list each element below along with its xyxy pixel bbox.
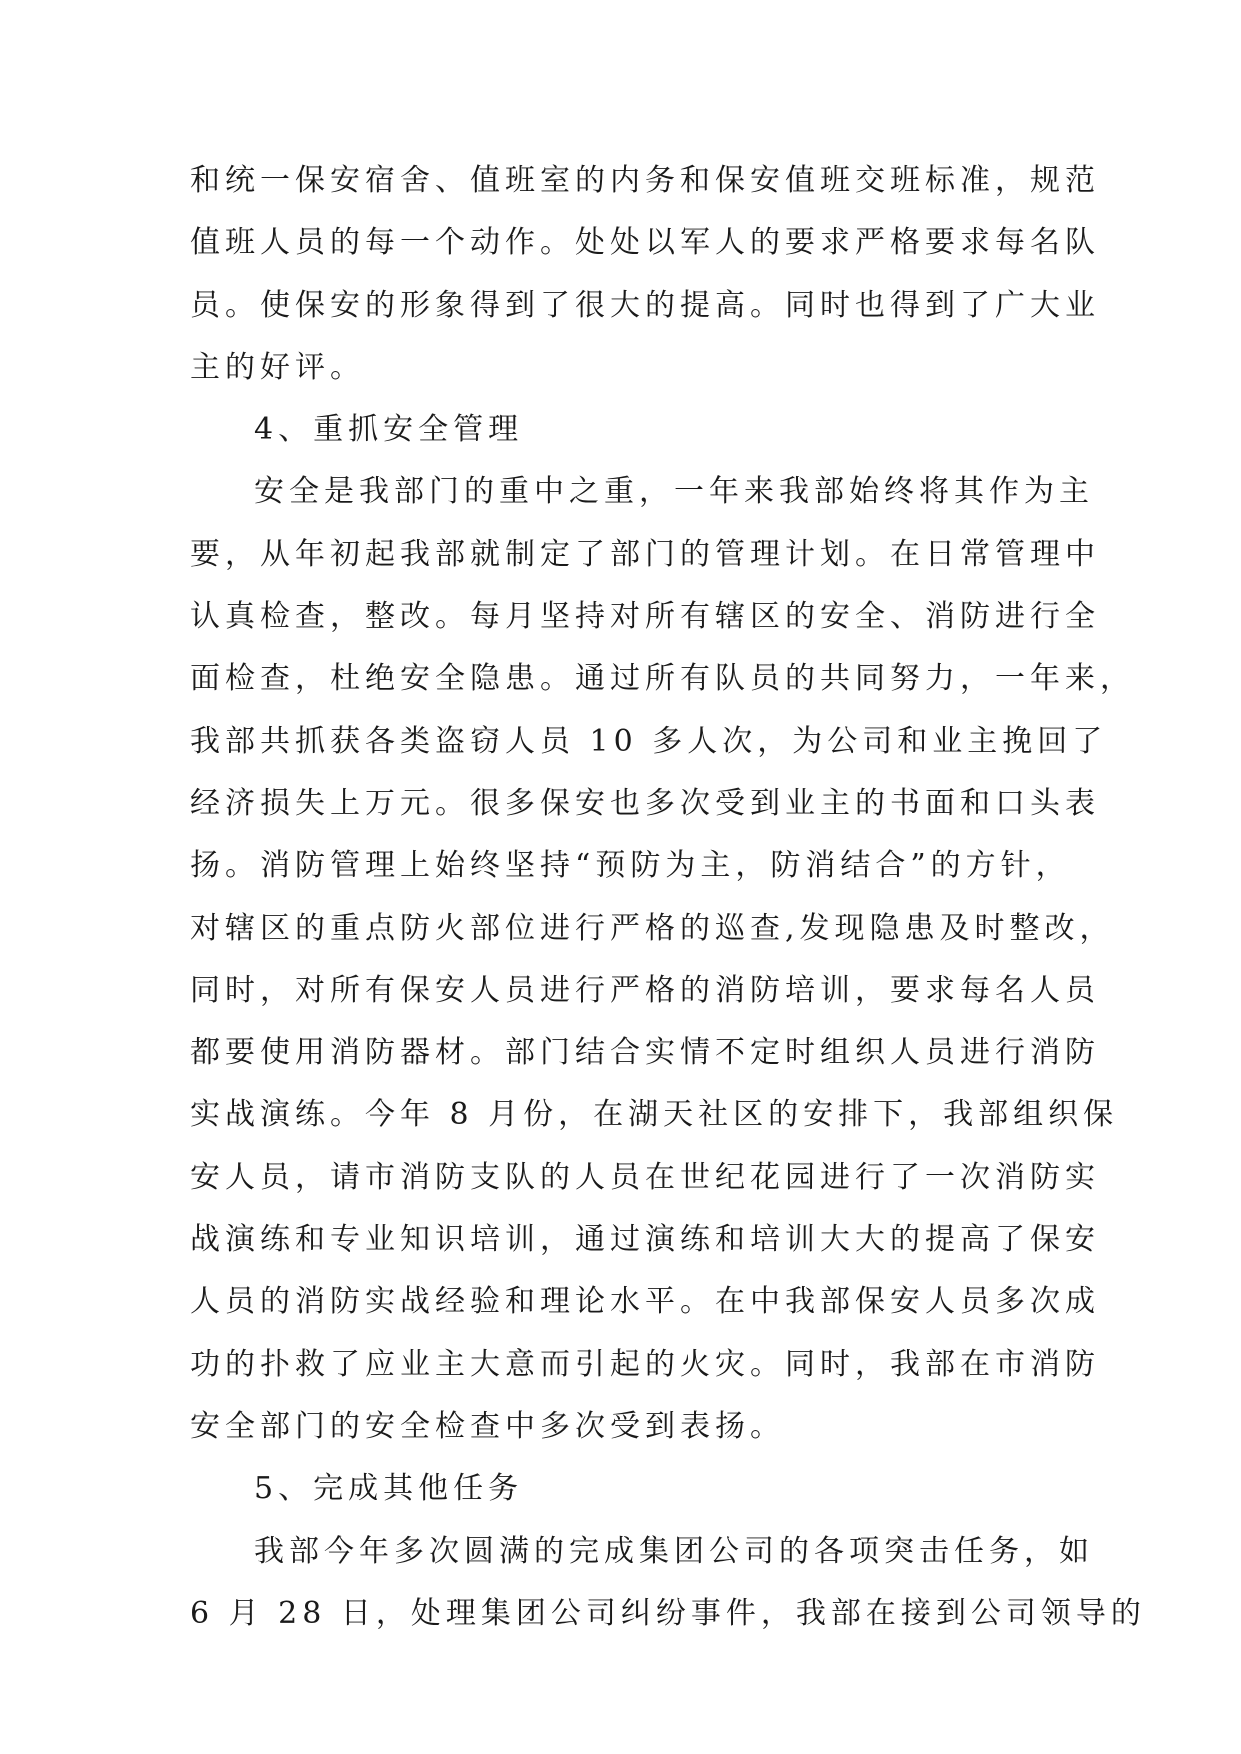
text-line: 我部今年多次圆满的完成集团公司的各项突击任务，如 (254, 1533, 1094, 1569)
text-line: 主的好评。 (190, 349, 365, 385)
text-line: 扬。消防管理上始终坚持“预防为主，防消结合”的方针， (190, 848, 1071, 884)
text-line: 6 月 28 日，处理集团公司纠纷事件，我部在接到公司领导的 (190, 1595, 1146, 1631)
text-line: 安人员，请市消防支队的人员在世纪花园进行了一次消防实 (190, 1159, 1100, 1195)
text-line: 对辖区的重点防火部位进行严格的巡查,发现隐患及时整改， (190, 910, 1115, 946)
section-heading-4: 4、重抓安全管理 (254, 412, 524, 448)
text-line: 员。使保安的形象得到了很大的提高。同时也得到了广大业 (190, 287, 1100, 323)
document-body (190, 150, 1146, 1645)
text-line: 同时，对所有保安人员进行严格的消防培训，要求每名人员 (190, 972, 1100, 1008)
text-line: 和统一保安宿舍、值班室的内务和保安值班交班标准，规范 (190, 163, 1100, 198)
section-heading-5: 5、完成其他任务 (254, 1471, 524, 1507)
text-line: 安全是我部门的重中之重，一年来我部始终将其作为主 (254, 474, 1094, 510)
text-line: 都要使用消防器材。部门结合实情不定时组织人员进行消防 (190, 1035, 1100, 1071)
text-line: 人员的消防实战经验和理论水平。在中我部保安人员多次成 (190, 1284, 1100, 1320)
text-line: 战演练和专业知识培训，通过演练和培训大大的提高了保安 (190, 1222, 1100, 1258)
text-line: 面检查，杜绝安全隐患。通过所有队员的共同努力，一年来， (190, 661, 1135, 697)
text-line: 实战演练。今年 8 月份，在湖天社区的安排下，我部组织保 (190, 1097, 1119, 1133)
text-line: 安全部门的安全检查中多次受到表扬。 (190, 1408, 785, 1444)
text-line: 认真检查，整改。每月坚持对所有辖区的安全、消防进行全 (190, 599, 1100, 635)
text-line: 值班人员的每一个动作。处处以军人的要求严格要求每名队 (190, 225, 1100, 261)
text-line: 功的扑救了应业主大意而引起的火灾。同时，我部在市消防 (190, 1346, 1100, 1382)
text-line: 我部共抓获各类盗窃人员 10 多人次，为公司和业主挽回了 (190, 723, 1108, 759)
text-line: 要，从年初起我部就制定了部门的管理计划。在日常管理中 (190, 536, 1100, 572)
text-line: 经济损失上万元。很多保安也多次受到业主的书面和口头表 (190, 785, 1100, 821)
